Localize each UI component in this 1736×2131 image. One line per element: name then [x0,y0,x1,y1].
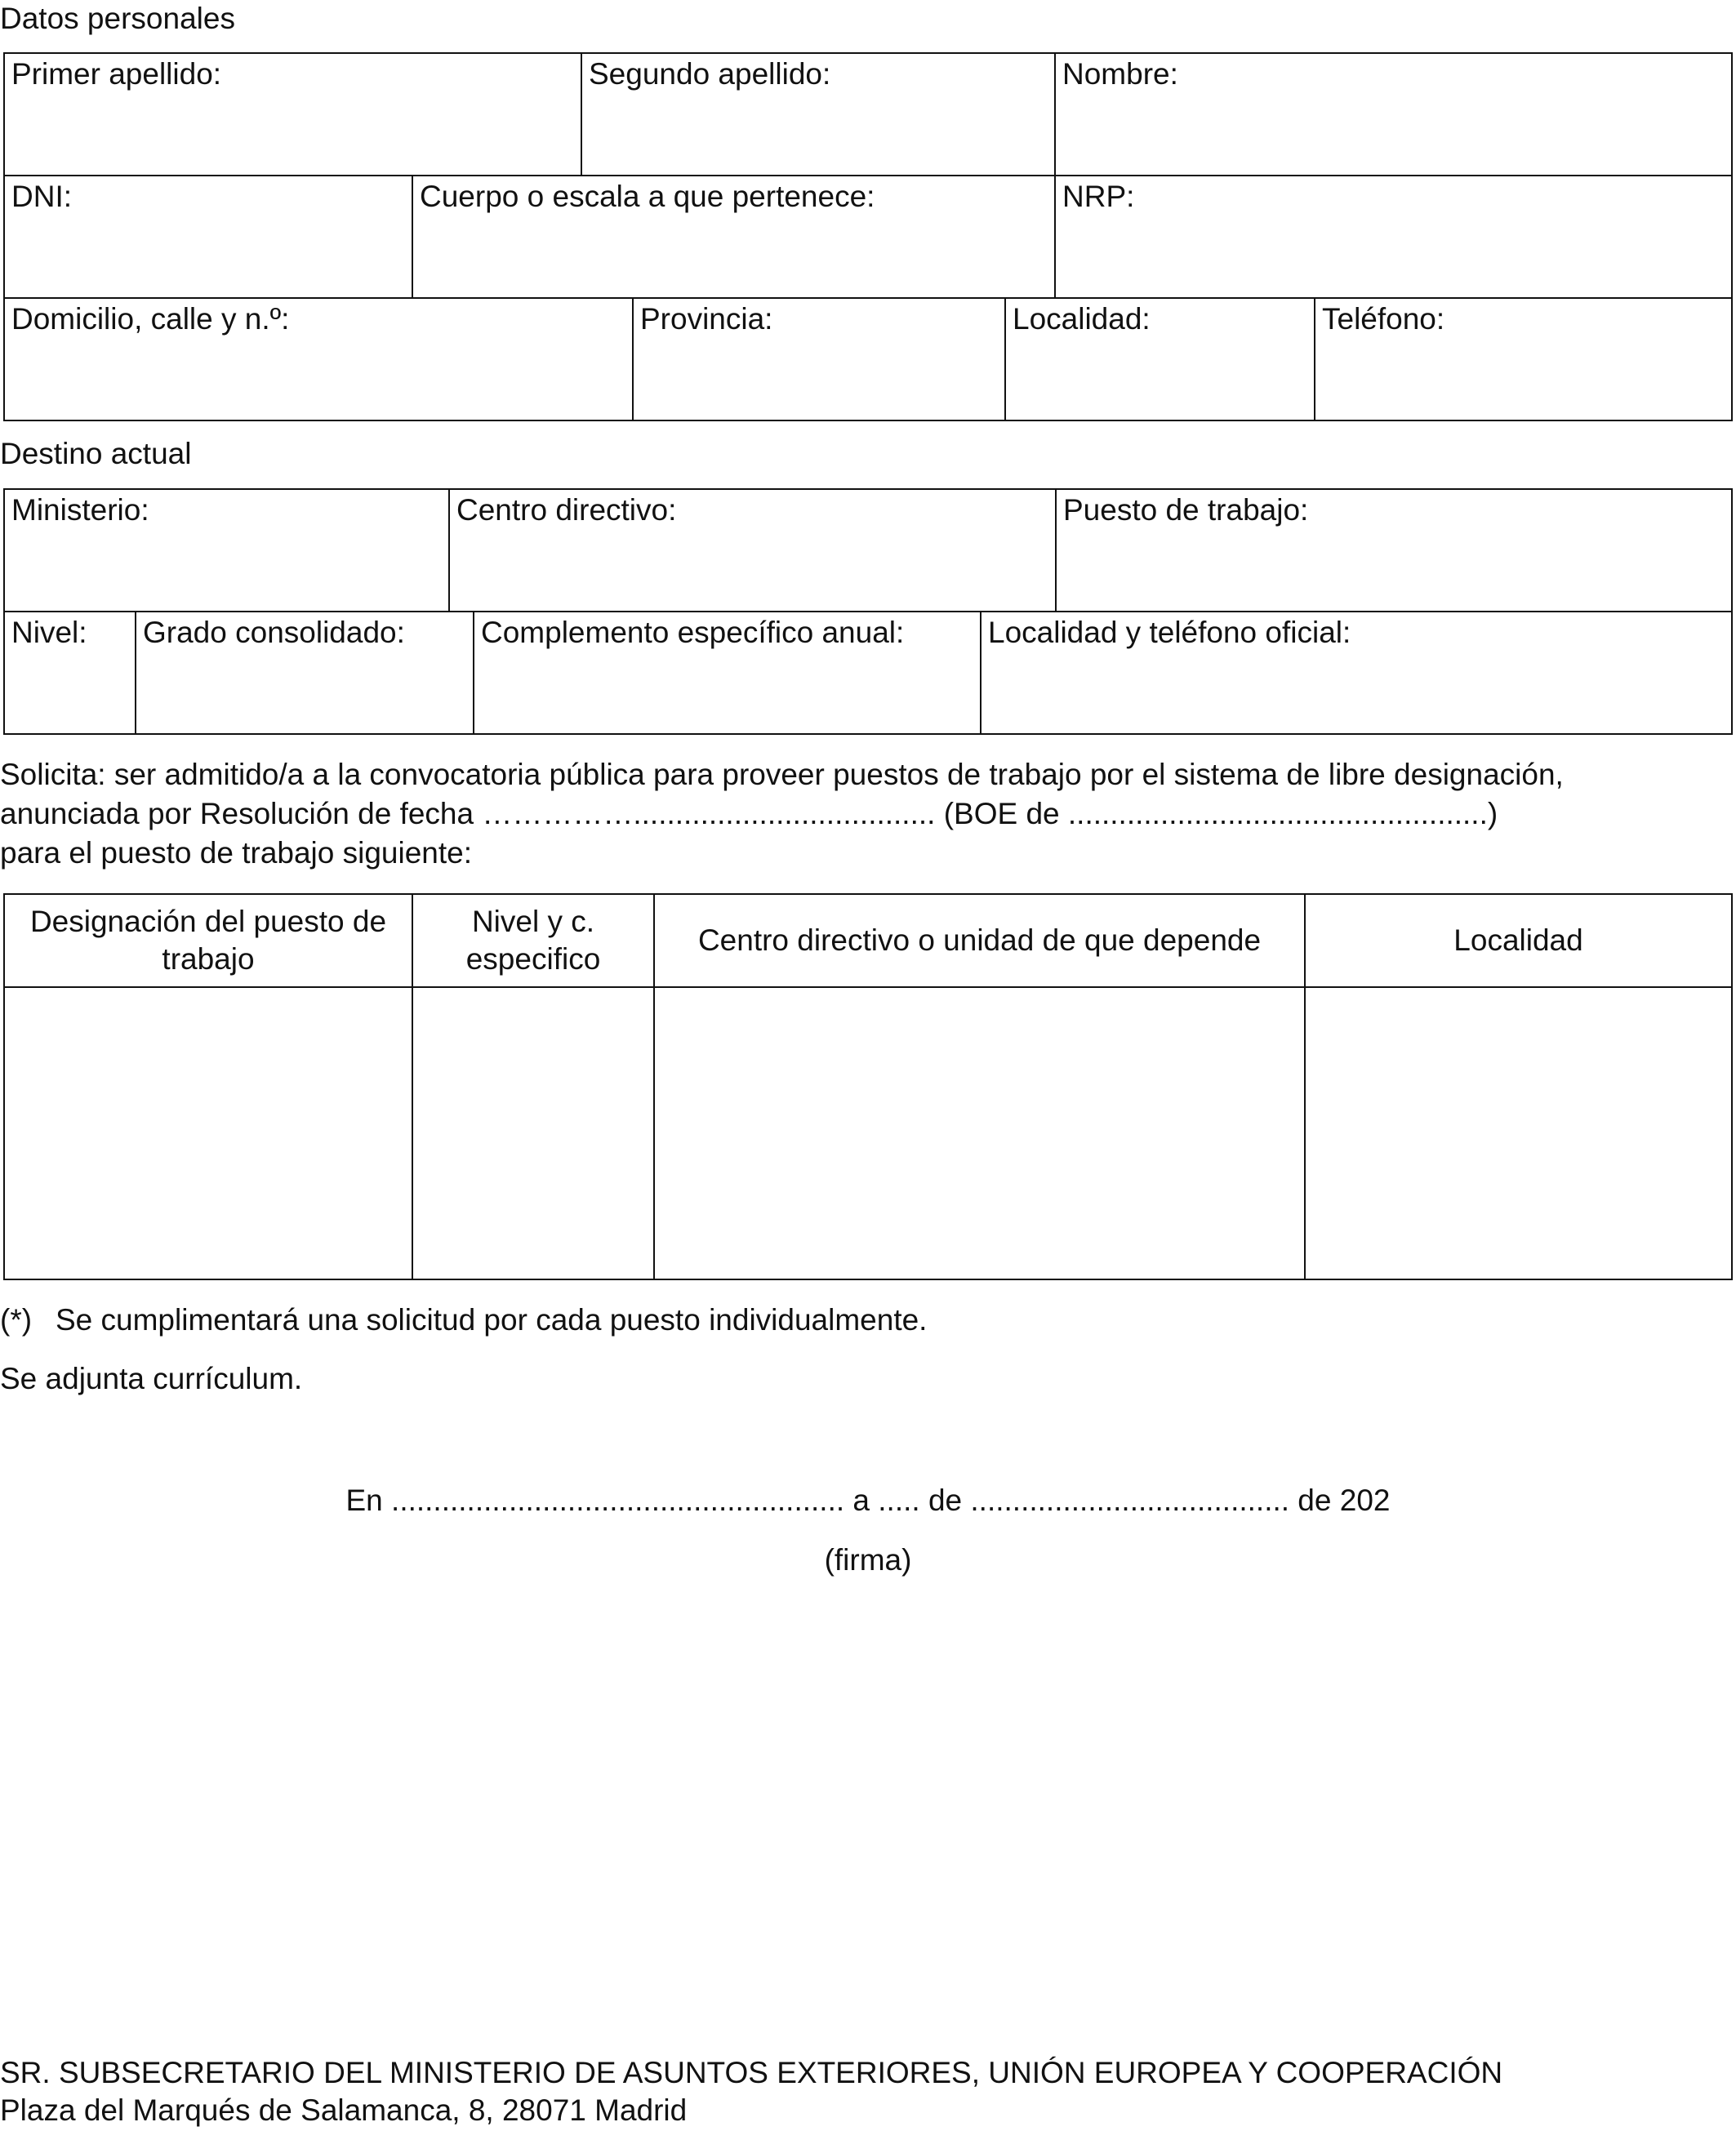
complemento-especifico-label: Complemento específico anual: [481,616,905,649]
domicilio-field[interactable] [5,299,634,420]
ministerio-label: Ministerio: [11,493,149,527]
cuerpo-field[interactable] [413,176,1056,299]
fecha-line: En ...................................................... a ..... de ...................................... de 202 [345,1484,1391,1517]
segundo-apellido-label: Segundo apellido: [589,57,831,91]
centro-directivo-input-cell[interactable] [655,988,1306,1279]
telefono-field[interactable] [1315,299,1731,420]
solicita-line-1: Solicita: ser admitido/a a la convocatoria pública para proveer puestos de trabajo por el sistema de libre designación, [0,758,1564,791]
domicilio-label: Domicilio, calle y n.º: [11,302,290,336]
localidad-field[interactable] [1006,299,1315,420]
designacion-input-cell[interactable] [5,988,413,1279]
grado-consolidado-field[interactable] [136,612,474,733]
puesto-trabajo-label: Puesto de trabajo: [1063,493,1309,527]
localidad-input-cell[interactable] [1306,988,1731,1279]
primer-apellido-label: Primer apellido: [11,57,222,91]
dni-field[interactable] [5,176,413,299]
centro-directivo-field[interactable] [450,490,1057,612]
localidad-telefono-label: Localidad y teléfono oficial: [988,616,1351,649]
header-centro-directivo: Centro directivo o unidad de que depende [655,895,1306,988]
dni-label: DNI: [11,180,72,213]
ministerio-field[interactable] [5,490,450,612]
nrp-field[interactable] [1056,176,1731,299]
puesto-trabajo-field[interactable] [1057,490,1731,612]
firma-label: (firma) [824,1543,912,1577]
nombre-field[interactable] [1056,54,1731,176]
puestos-table [3,893,1733,1280]
note-marker: (*) [0,1303,33,1337]
personal-data-grid [3,52,1733,421]
nivel-input-cell[interactable] [413,988,655,1279]
nivel-field[interactable] [5,612,136,733]
primer-apellido-field[interactable] [5,54,582,176]
nivel-label: Nivel: [11,616,87,649]
segundo-apellido-field[interactable] [582,54,1056,176]
complemento-especifico-field[interactable] [474,612,982,733]
grado-consolidado-label: Grado consolidado: [143,616,405,649]
telefono-label: Teléfono: [1322,302,1445,336]
note-text: Se cumplimentará una solicitud por cada puesto individualmente. [56,1303,928,1337]
solicita-line-2: anunciada por Resolución de fecha …………….................................... (BOE de ..................................................) [0,797,1498,830]
header-localidad: Localidad [1306,895,1731,988]
destino-grid [3,488,1733,735]
centro-directivo-label: Centro directivo: [456,493,677,527]
header-designacion: Designación del puesto de trabajo [5,895,413,988]
provincia-label: Provincia: [640,302,773,336]
header-nivel: Nivel y c. especifico [413,895,655,988]
solicita-line-3: para el puesto de trabajo siguiente: [0,836,473,870]
localidad-label: Localidad: [1013,302,1151,336]
section-title-datos-personales: Datos personales [0,2,235,35]
provincia-field[interactable] [634,299,1006,420]
section-title-destino-actual: Destino actual [0,437,192,470]
nombre-label: Nombre: [1062,57,1178,91]
addressee-line-2: Plaza del Marqués de Salamanca, 8, 28071 Madrid [0,2093,688,2127]
nrp-label: NRP: [1062,180,1135,213]
cuerpo-label: Cuerpo o escala a que pertenece: [420,180,875,213]
adjunta-curriculum: Se adjunta currículum. [0,1362,303,1395]
localidad-telefono-field[interactable] [982,612,1731,733]
addressee-line-1: SR. SUBSECRETARIO DEL MINISTERIO DE ASUNTOS EXTERIORES, UNIÓN EUROPEA Y COOPERACIÓN [0,2056,1503,2089]
